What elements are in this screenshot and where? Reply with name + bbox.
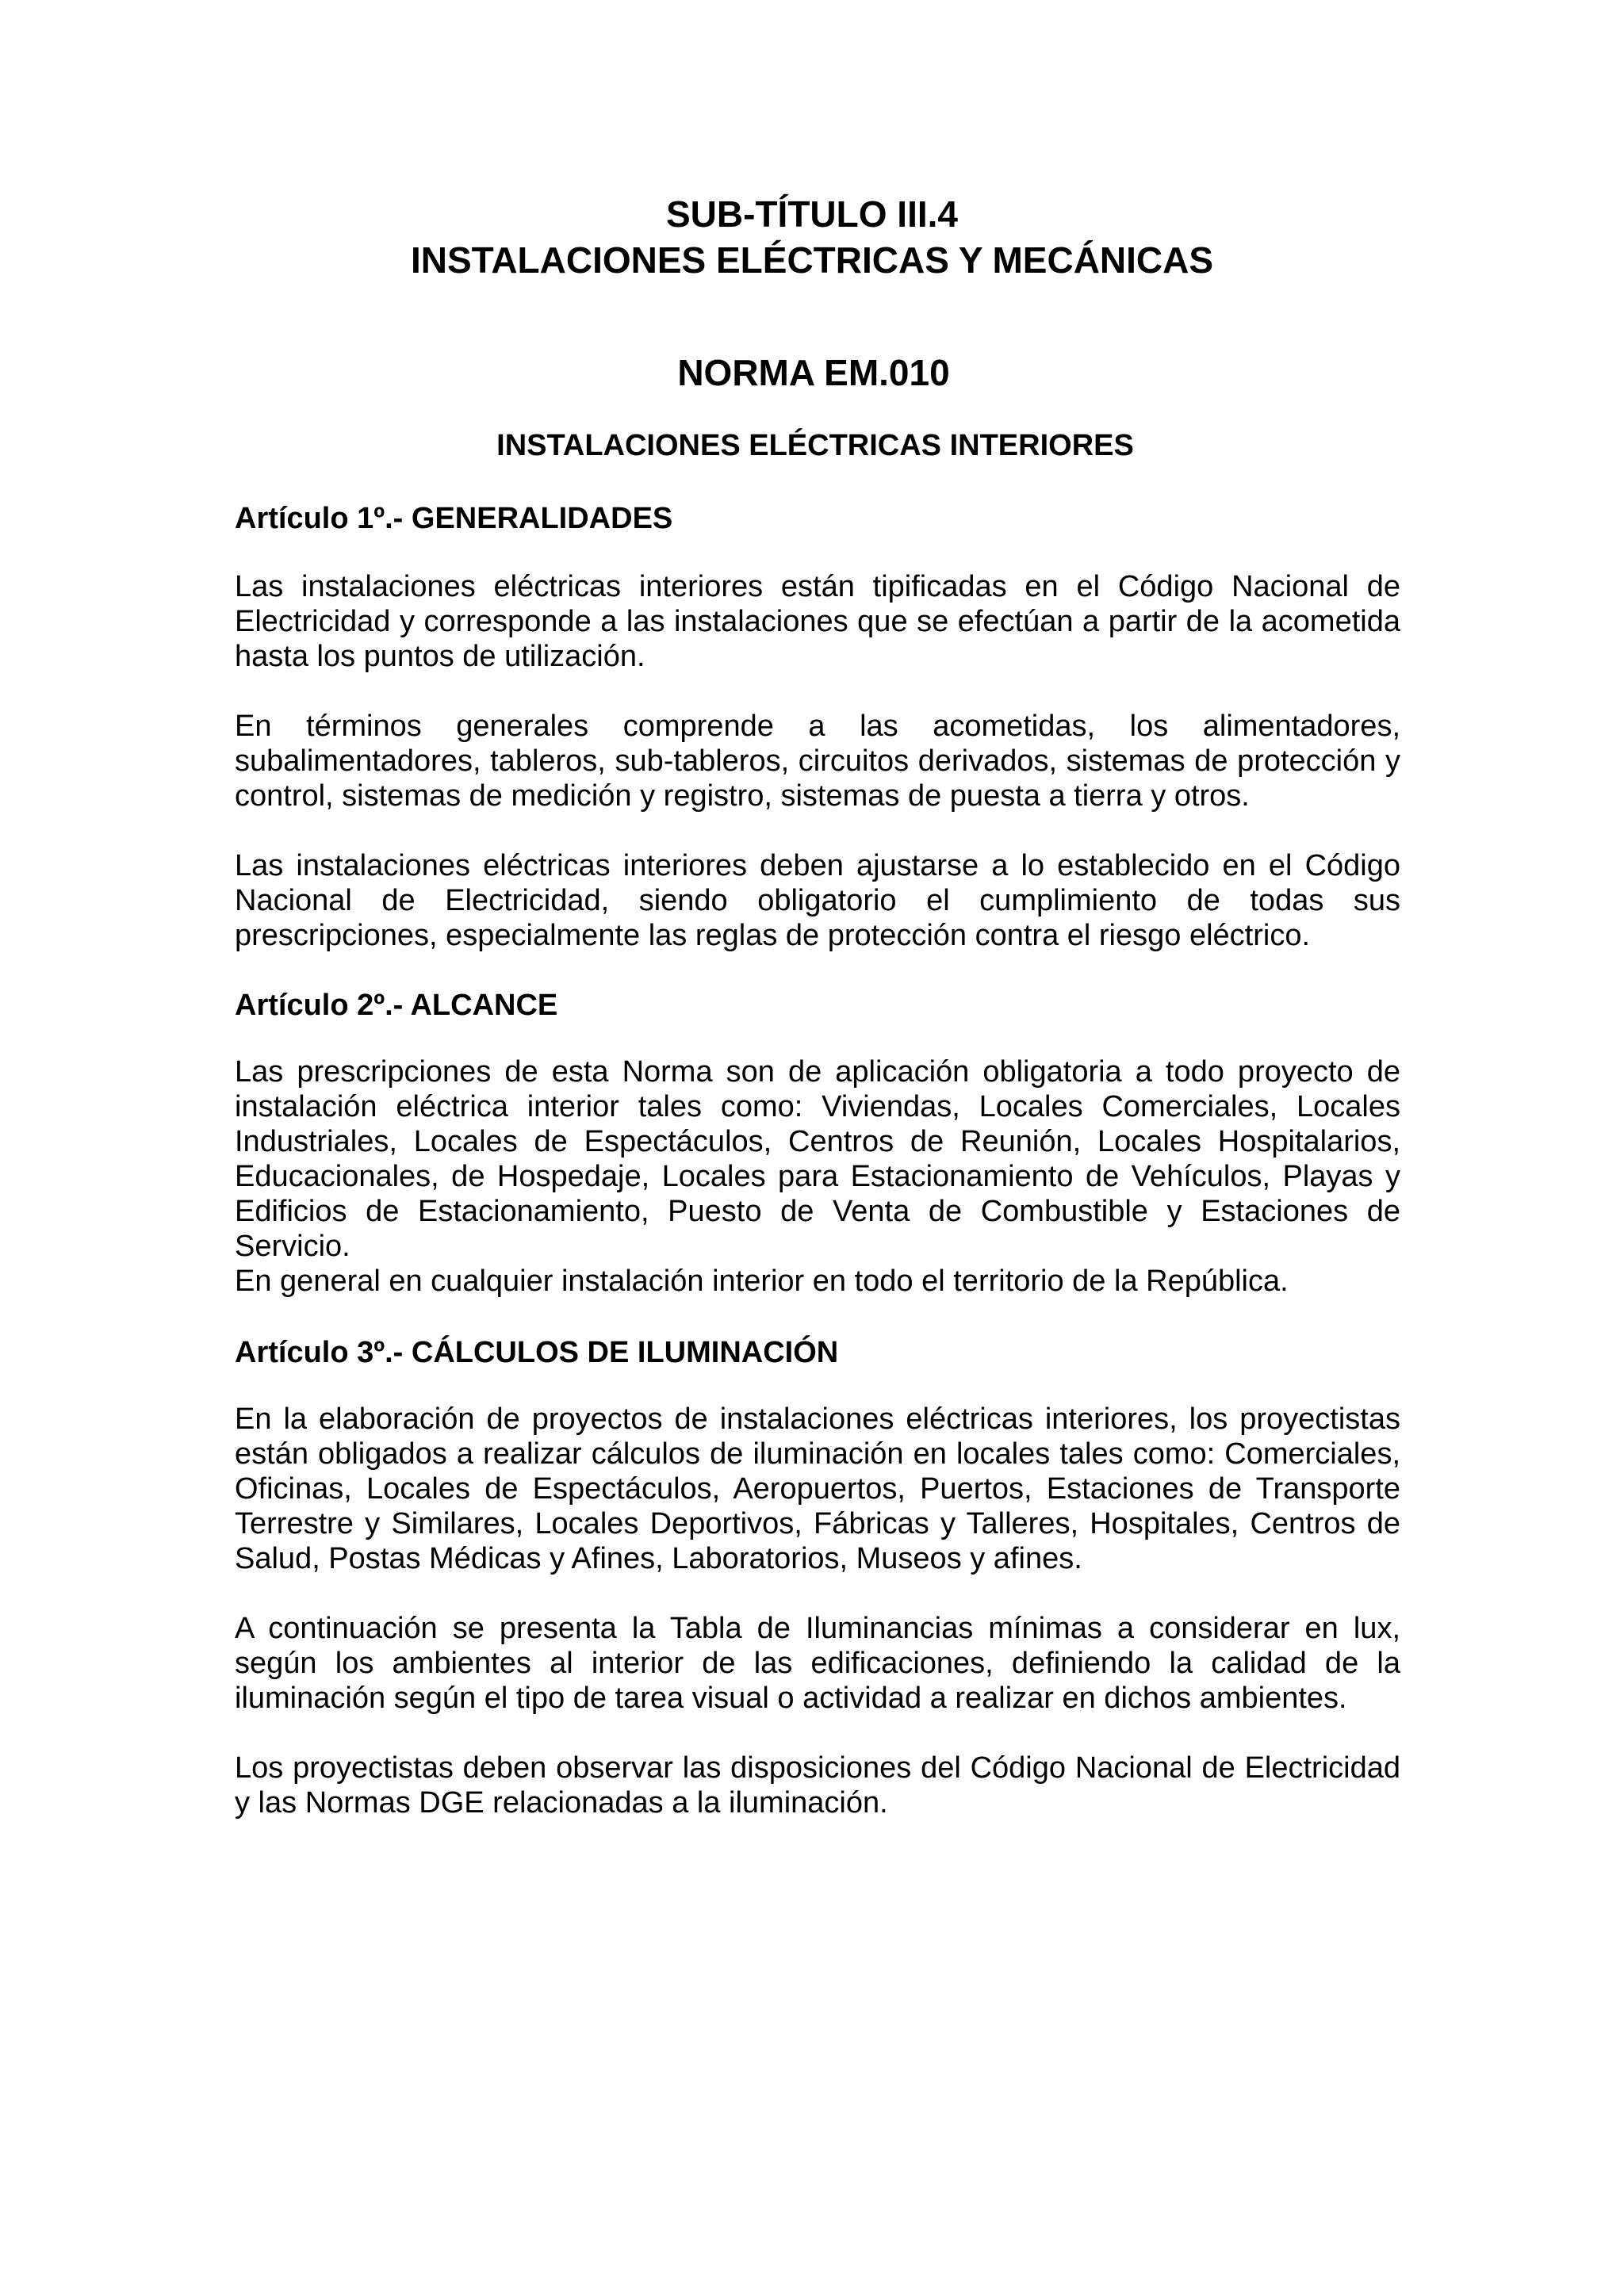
- main-title-heading: INSTALACIONES ELÉCTRICAS Y MECÁNICAS: [410, 239, 1214, 281]
- article-3-heading: Artículo 3º.- CÁLCULOS DE ILUMINACIÓN: [235, 1336, 839, 1369]
- article-3-paragraph-3: Los proyectistas deben observar las disposiciones del Código Nacional de Electricidad y las Normas DGE relacionadas a la iluminación.: [235, 1751, 1400, 1820]
- article-1-heading: Artículo 1º.- GENERALIDADES: [235, 502, 673, 535]
- subtitle-heading: SUB-TÍTULO III.4: [666, 193, 958, 235]
- article-3-paragraph-1: En la elaboración de proyectos de instalaciones eléctricas interiores, los proyectistas están obligados a realizar cálculos de iluminación en locales tales como: Comerciales, Oficinas, Locales de Espectáculos, Aeropuertos, Puertos, Estaciones de Transporte Terrestre y Similares, Locales Deportivos, Fábricas y Talleres, Hospitales, Centros de Salud, Postas Médicas y Afines, Laboratorios, Museos y afines.: [235, 1402, 1400, 1575]
- article-2-paragraph-1: Las prescripciones de esta Norma son de aplicación obligatoria a todo proyecto de instalación eléctrica interior tales como: Viviendas, Locales Comerciales, Locales Industriales, Locales de Espectáculos, Centros de Reunión, Locales Hospitalarios, Educacionales, de Hospedaje, Locales para Estacionamiento de Vehículos, Playas y Edificios de Estacionamiento, Puesto de Venta de Combustible y Estaciones de Servicio.: [235, 1055, 1400, 1263]
- article-2-heading: Artículo 2º.- ALCANCE: [235, 989, 558, 1022]
- article-2-paragraph-2: En general en cualquier instalación interior en todo el territorio de la República.: [235, 1265, 1289, 1298]
- norma-heading: NORMA EM.010: [677, 352, 950, 393]
- norma-title-heading: INSTALACIONES ELÉCTRICAS INTERIORES: [496, 429, 1134, 462]
- article-1-paragraph-2: En términos generales comprende a las acometidas, los alimentadores, subalimentadores, tableros, sub-tableros, circuitos derivados, sistemas de protección y control, sistemas de medición y registro, sistemas de puesta a tierra y otros.: [235, 710, 1400, 813]
- article-1-paragraph-1: Las instalaciones eléctricas interiores están tipificadas en el Código Nacional de Electricidad y corresponde a las instalaciones que se efectúan a partir de la acometida hasta los puntos de utilización.: [235, 570, 1400, 673]
- article-3-paragraph-2: A continuación se presenta la Tabla de Iluminancias mínimas a considerar en lux, según los ambientes al interior de las edificaciones, definiendo la calidad de la iluminación según el tipo de tarea visual o actividad a realizar en dichos ambientes.: [235, 1612, 1400, 1715]
- article-1-paragraph-3: Las instalaciones eléctricas interiores deben ajustarse a lo establecido en el Código Nacional de Electricidad, siendo obligatorio el cumplimiento de todas sus prescripciones, especialmente las reglas de protección contra el riesgo eléctrico.: [235, 849, 1400, 952]
